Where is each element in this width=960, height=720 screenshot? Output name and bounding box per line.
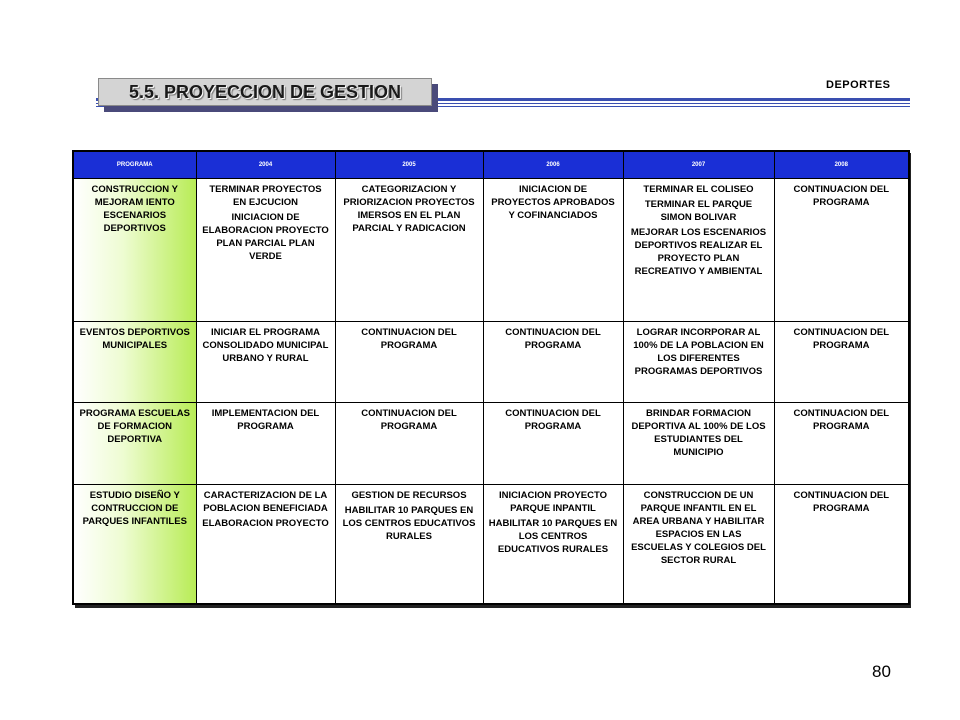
cell-text: HABILITAR 10 PARQUES EN LOS CENTROS EDUCATIVOS RURALES bbox=[488, 518, 618, 555]
table-row bbox=[73, 485, 909, 604]
year-cell bbox=[774, 403, 909, 485]
cell-text: CONTINUACION DEL PROGRAMA bbox=[793, 327, 890, 351]
year-cell bbox=[623, 485, 774, 604]
program-cell bbox=[73, 403, 196, 485]
year-cell bbox=[483, 403, 623, 485]
year-cell bbox=[623, 179, 774, 322]
year-cell bbox=[196, 322, 335, 403]
year-cell bbox=[196, 179, 335, 322]
year-cell bbox=[483, 179, 623, 322]
column-header: 2005 bbox=[335, 151, 483, 179]
program-cell bbox=[73, 485, 196, 604]
year-cell bbox=[196, 485, 335, 604]
column-header: 2007 bbox=[623, 151, 774, 179]
cell-text: ELABORACION PROYECTO bbox=[202, 518, 329, 529]
table-row bbox=[73, 179, 909, 322]
cell-text: CATEGORIZACION Y PRIORIZACION PROYECTOS IMERSOS EN EL PLAN PARCIAL Y RADICACION bbox=[343, 184, 475, 234]
year-cell bbox=[483, 322, 623, 403]
column-header: 2006 bbox=[483, 151, 623, 179]
year-cell bbox=[335, 322, 483, 403]
table-row bbox=[73, 322, 909, 403]
column-header: PROGRAMA bbox=[73, 151, 196, 179]
program-cell bbox=[73, 179, 196, 322]
year-cell bbox=[335, 485, 483, 604]
cell-text: ESTUDIO DISEÑO Y CONTRUCCION DE PARQUES INFANTILES bbox=[82, 490, 187, 527]
section-label: DEPORTES bbox=[826, 79, 891, 91]
cell-text: INICIACION DE PROYECTOS APROBADOS Y COFINANCIADOS bbox=[491, 184, 615, 221]
program-cell bbox=[73, 322, 196, 403]
cell-text: BRINDAR FORMACION DEPORTIVA AL 100% DE LOS ESTUDIANTES DEL MUNICIPIO bbox=[631, 408, 766, 458]
projection-table-wrapper bbox=[72, 150, 908, 605]
cell-text: LOGRAR INCORPORAR AL 100% DE LA POBLACION EN LOS DIFERENTES PROGRAMAS DEPORTIVOS bbox=[633, 327, 764, 377]
year-cell bbox=[196, 403, 335, 485]
cell-text: CONSTRUCCION Y MEJORAM IENTO ESCENARIOS DEPORTIVOS bbox=[91, 184, 178, 234]
cell-text: CARACTERIZACION DE LA POBLACION BENEFICIADA bbox=[203, 490, 328, 514]
page-title: 5.5. PROYECCION DE GESTION bbox=[128, 81, 402, 102]
cell-text: TERMINAR EL COLISEO bbox=[643, 184, 754, 195]
cell-text: INICIAR EL PROGRAMA CONSOLIDADO MUNICIPAL URBANO Y RURAL bbox=[202, 327, 329, 364]
column-header: 2008 bbox=[774, 151, 909, 179]
year-cell bbox=[774, 322, 909, 403]
cell-text: TERMINAR EL PARQUE SIMON BOLIVAR bbox=[644, 199, 753, 223]
cell-text: CONTINUACION DEL PROGRAMA bbox=[505, 327, 601, 351]
cell-text: GESTION DE RECURSOS bbox=[351, 490, 467, 501]
year-cell bbox=[335, 179, 483, 322]
title-banner bbox=[98, 78, 432, 106]
year-cell bbox=[335, 403, 483, 485]
page-number: 80 bbox=[872, 662, 891, 681]
cell-text: CONTINUACION DEL PROGRAMA bbox=[505, 408, 601, 432]
cell-text: IMPLEMENTACION DEL PROGRAMA bbox=[211, 408, 320, 432]
cell-text: CONTINUACION DEL PROGRAMA bbox=[793, 490, 890, 514]
cell-text: INICIACION PROYECTO PARQUE INPANTIL bbox=[498, 490, 608, 514]
cell-text: EVENTOS DEPORTIVOS MUNICIPALES bbox=[79, 327, 190, 351]
cell-text: CONTINUACION DEL PROGRAMA bbox=[361, 408, 457, 432]
cell-text: TERMINAR PROYECTOS EN EJCUCION bbox=[209, 184, 322, 208]
cell-text: CONTINUACION DEL PROGRAMA bbox=[361, 327, 457, 351]
table-row bbox=[73, 403, 909, 485]
year-cell bbox=[774, 485, 909, 604]
cell-text: CONSTRUCCION DE UN PARQUE INFANTIL EN EL AREA URBANA Y HABILITAR ESPACIOS EN LAS ESCUELAS Y COLEGIOS DEL SECTOR RURAL bbox=[631, 490, 766, 566]
cell-text: CONTINUACION DEL PROGRAMA bbox=[793, 408, 890, 432]
cell-text: HABILITAR 10 PARQUES EN LOS CENTROS EDUCATIVOS RURALES bbox=[342, 505, 476, 542]
year-cell bbox=[623, 403, 774, 485]
column-header: 2004 bbox=[196, 151, 335, 179]
projection-table bbox=[72, 150, 910, 605]
cell-text: INICIACION DE ELABORACION PROYECTO PLAN PARCIAL PLAN VERDE bbox=[202, 212, 329, 262]
year-cell bbox=[774, 179, 909, 322]
year-cell bbox=[623, 322, 774, 403]
cell-text: CONTINUACION DEL PROGRAMA bbox=[793, 184, 890, 208]
year-cell bbox=[483, 485, 623, 604]
cell-text: PROGRAMA ESCUELAS DE FORMACION DEPORTIVA bbox=[79, 408, 190, 445]
table-header-row bbox=[73, 151, 909, 179]
cell-text: MEJORAR LOS ESCENARIOS DEPORTIVOS REALIZAR EL PROYECTO PLAN RECREATIVO Y AMBIENTAL bbox=[630, 227, 767, 277]
